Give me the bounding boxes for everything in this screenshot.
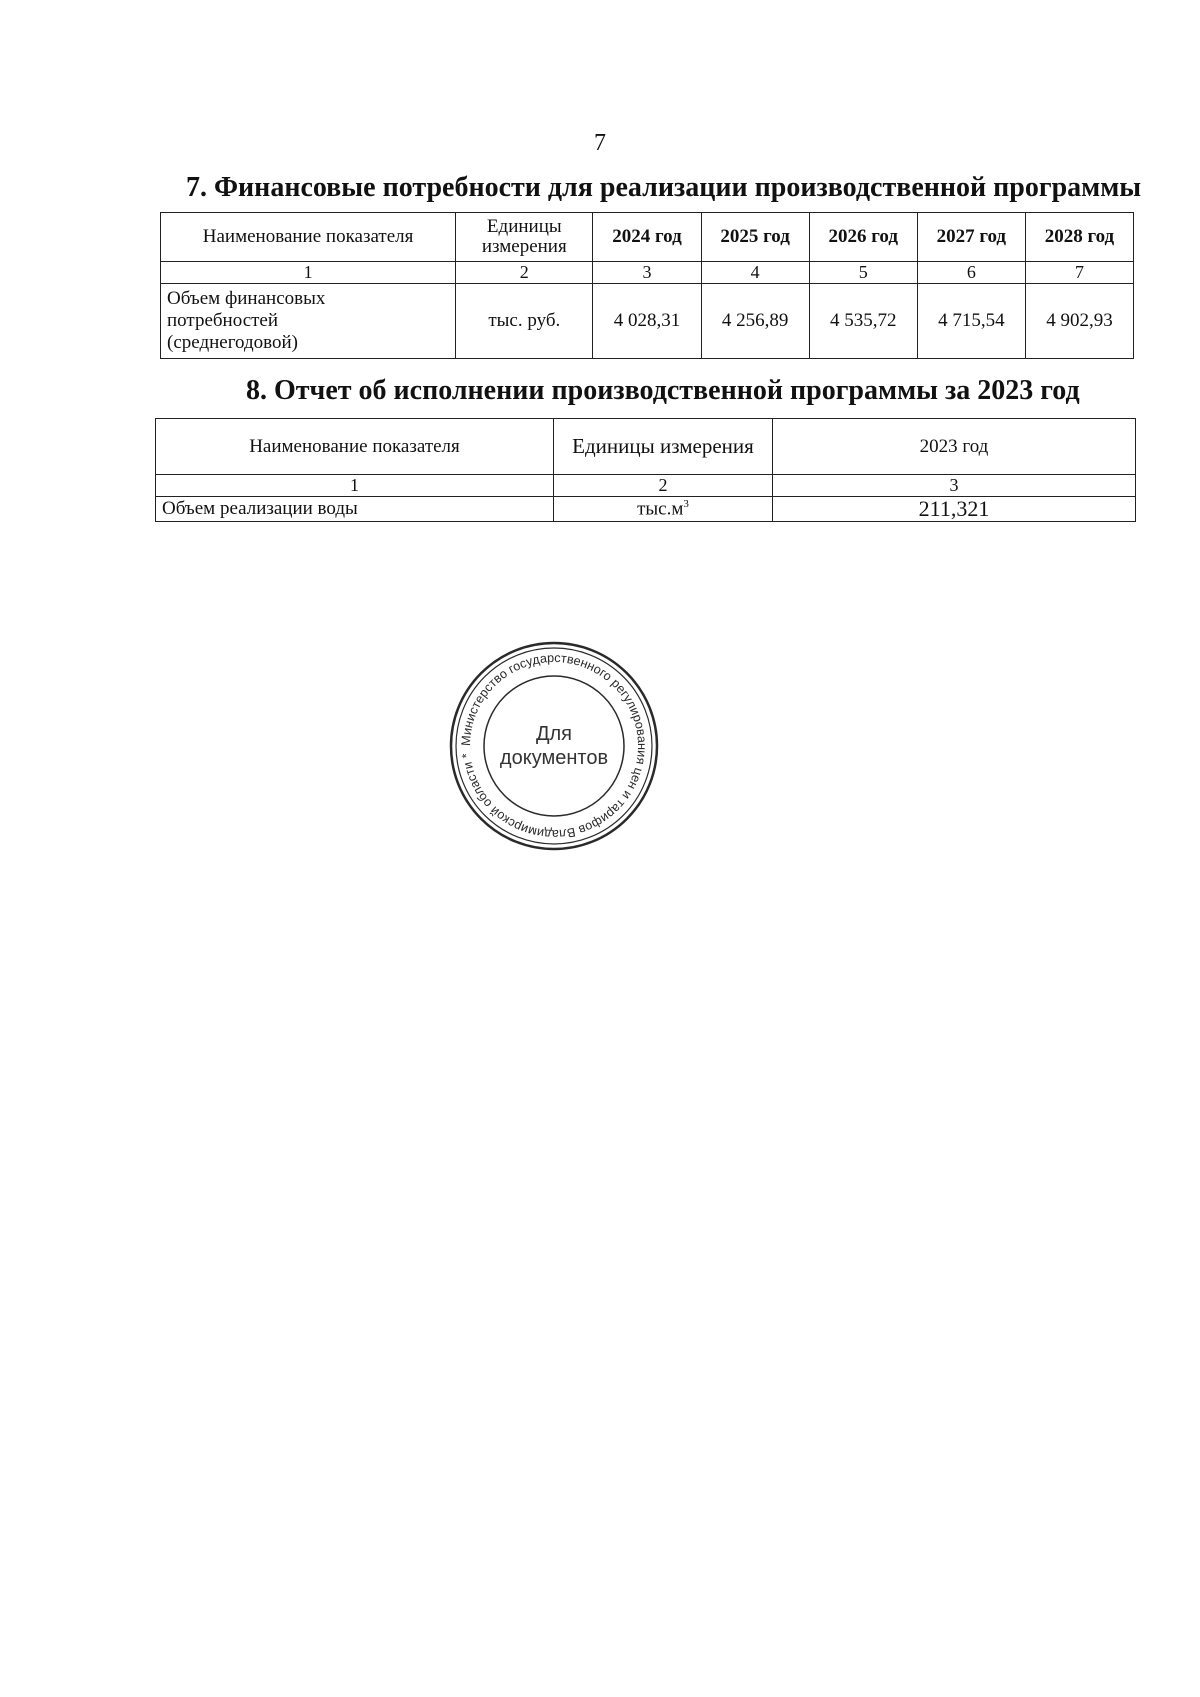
value-2023: 211,321 <box>773 497 1136 522</box>
stamp-center-line: Для <box>535 723 573 745</box>
indicator-name-line: потребностей <box>167 310 279 332</box>
section-8-heading: 8. Отчет об исполнении производственной программы за 2023 год <box>246 375 1080 406</box>
column-number: 7 <box>1025 262 1133 284</box>
column-number: 5 <box>809 262 917 284</box>
table-header-row <box>161 213 1134 262</box>
column-number-row <box>156 475 1136 497</box>
value-2025: 4 256,89 <box>701 284 809 359</box>
column-number: 1 <box>156 475 554 497</box>
stamp-center-line: документов <box>499 747 609 769</box>
financial-needs-table <box>160 212 1134 359</box>
value-2026: 4 535,72 <box>809 284 917 359</box>
unit-text: тыс.м <box>637 498 684 520</box>
column-number: 1 <box>161 262 456 284</box>
program-report-table <box>155 418 1136 522</box>
header-unit: Единицы измерения <box>554 419 773 475</box>
header-indicator-name: Наименование показателя <box>161 213 456 262</box>
stamp-center <box>448 640 660 852</box>
unit-superscript: 3 <box>683 497 689 510</box>
column-number: 6 <box>917 262 1025 284</box>
indicator-name-line: (среднегодовой) <box>167 331 298 353</box>
value-2028: 4 902,93 <box>1025 284 1133 359</box>
column-number: 3 <box>773 475 1136 497</box>
header-indicator-name: Наименование показателя <box>156 419 554 475</box>
unit-cell: тыс. руб. <box>456 284 593 359</box>
header-year-2025: 2025 год <box>701 213 809 262</box>
unit-cell <box>554 497 773 522</box>
indicator-name-line: Объем финансовых <box>167 288 326 310</box>
indicator-name-cell: Объем реализации воды <box>156 497 554 522</box>
official-stamp <box>448 640 660 852</box>
column-number: 4 <box>701 262 809 284</box>
header-year-2026: 2026 год <box>809 213 917 262</box>
column-number: 2 <box>554 475 773 497</box>
column-number: 2 <box>456 262 593 284</box>
header-year-2024: 2024 год <box>593 213 701 262</box>
header-unit: Единицы измерения <box>456 213 593 262</box>
table-row <box>161 284 1134 359</box>
value-2024: 4 028,31 <box>593 284 701 359</box>
header-year-2023: 2023 год <box>773 419 1136 475</box>
indicator-name-cell <box>161 284 456 359</box>
table-header-row <box>156 419 1136 475</box>
table-row <box>156 497 1136 522</box>
stamp-ring-text: Министерство государственного регулирования цен и тарифов Владимирской области * <box>458 650 650 842</box>
value-2027: 4 715,54 <box>917 284 1025 359</box>
section-7-heading: 7. Финансовые потребности для реализации производственной программы <box>186 172 1142 203</box>
column-number: 3 <box>593 262 701 284</box>
header-year-2028: 2028 год <box>1025 213 1133 262</box>
page-number: 7 <box>594 130 606 156</box>
column-number-row <box>161 262 1134 284</box>
header-year-2027: 2027 год <box>917 213 1025 262</box>
